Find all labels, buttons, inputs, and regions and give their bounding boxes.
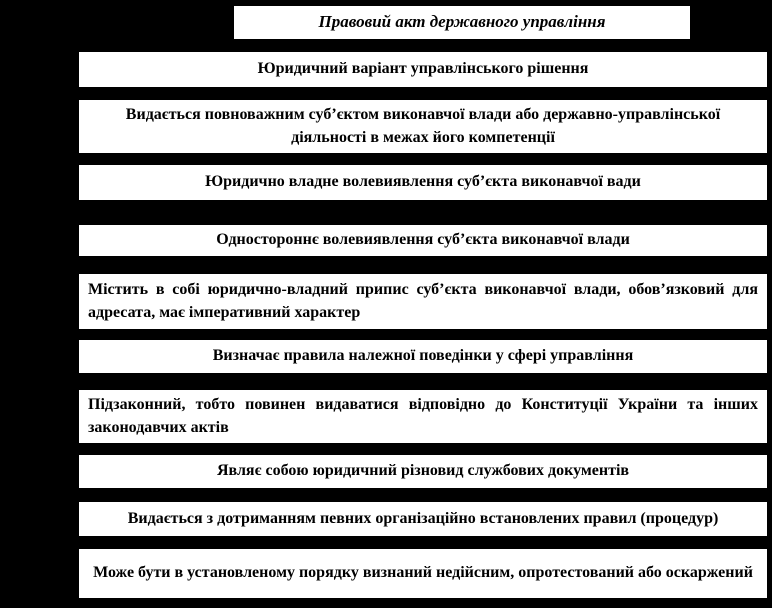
- diagram-item-box-1: [77, 50, 769, 89]
- diagram-item-text: Містить в собі юридично-владний припис суб’єкта виконавчої влади, обов’язковий для адресата, має імперативний характер: [88, 280, 758, 321]
- diagram-item-box-6: [77, 338, 769, 375]
- diagram-item-box-9: [77, 500, 769, 538]
- diagram-item-box-2: [77, 98, 769, 155]
- diagram-item-box-7: [77, 388, 769, 445]
- diagram-title: Правовий акт державного управління: [318, 12, 606, 32]
- diagram-item-text: Видається повноважним суб’єктом виконавчої влади або державно-управлінської діяльності в межах його компетенції: [125, 105, 721, 146]
- diagram-item-text: Юридичний варіант управлінського рішення: [257, 60, 589, 78]
- diagram-item-text: Юридично владне волевиявлення суб’єкта виконавчої вади: [205, 173, 641, 191]
- diagram-item-text: Підзаконний, тобто повинен видаватися відповідно до Конституції України та інших законодавчих актів: [88, 395, 758, 436]
- diagram-item-text: Визначає правила належної поведінки у сфері управління: [212, 347, 634, 365]
- diagram-item-box-10: [77, 547, 769, 600]
- diagram-item-box-4: [77, 223, 769, 258]
- diagram-item-box-8: [77, 453, 769, 490]
- diagram-title-box: [232, 4, 692, 41]
- diagram-item-box-5: [77, 272, 769, 331]
- diagram-item-text: Видається з дотриманням певних організаційно встановлених правил (процедур): [127, 509, 719, 527]
- diagram-item-text: Являє собою юридичний різновид службових документів: [216, 462, 630, 480]
- diagram-item-text: Одностороннє волевиявлення суб’єкта виконавчої влади: [216, 231, 630, 249]
- diagram-item-box-3: [77, 163, 769, 202]
- diagram-item-text: Може бути в установленому порядку визнаний недійсним, опротестований або оскаржений: [93, 564, 753, 582]
